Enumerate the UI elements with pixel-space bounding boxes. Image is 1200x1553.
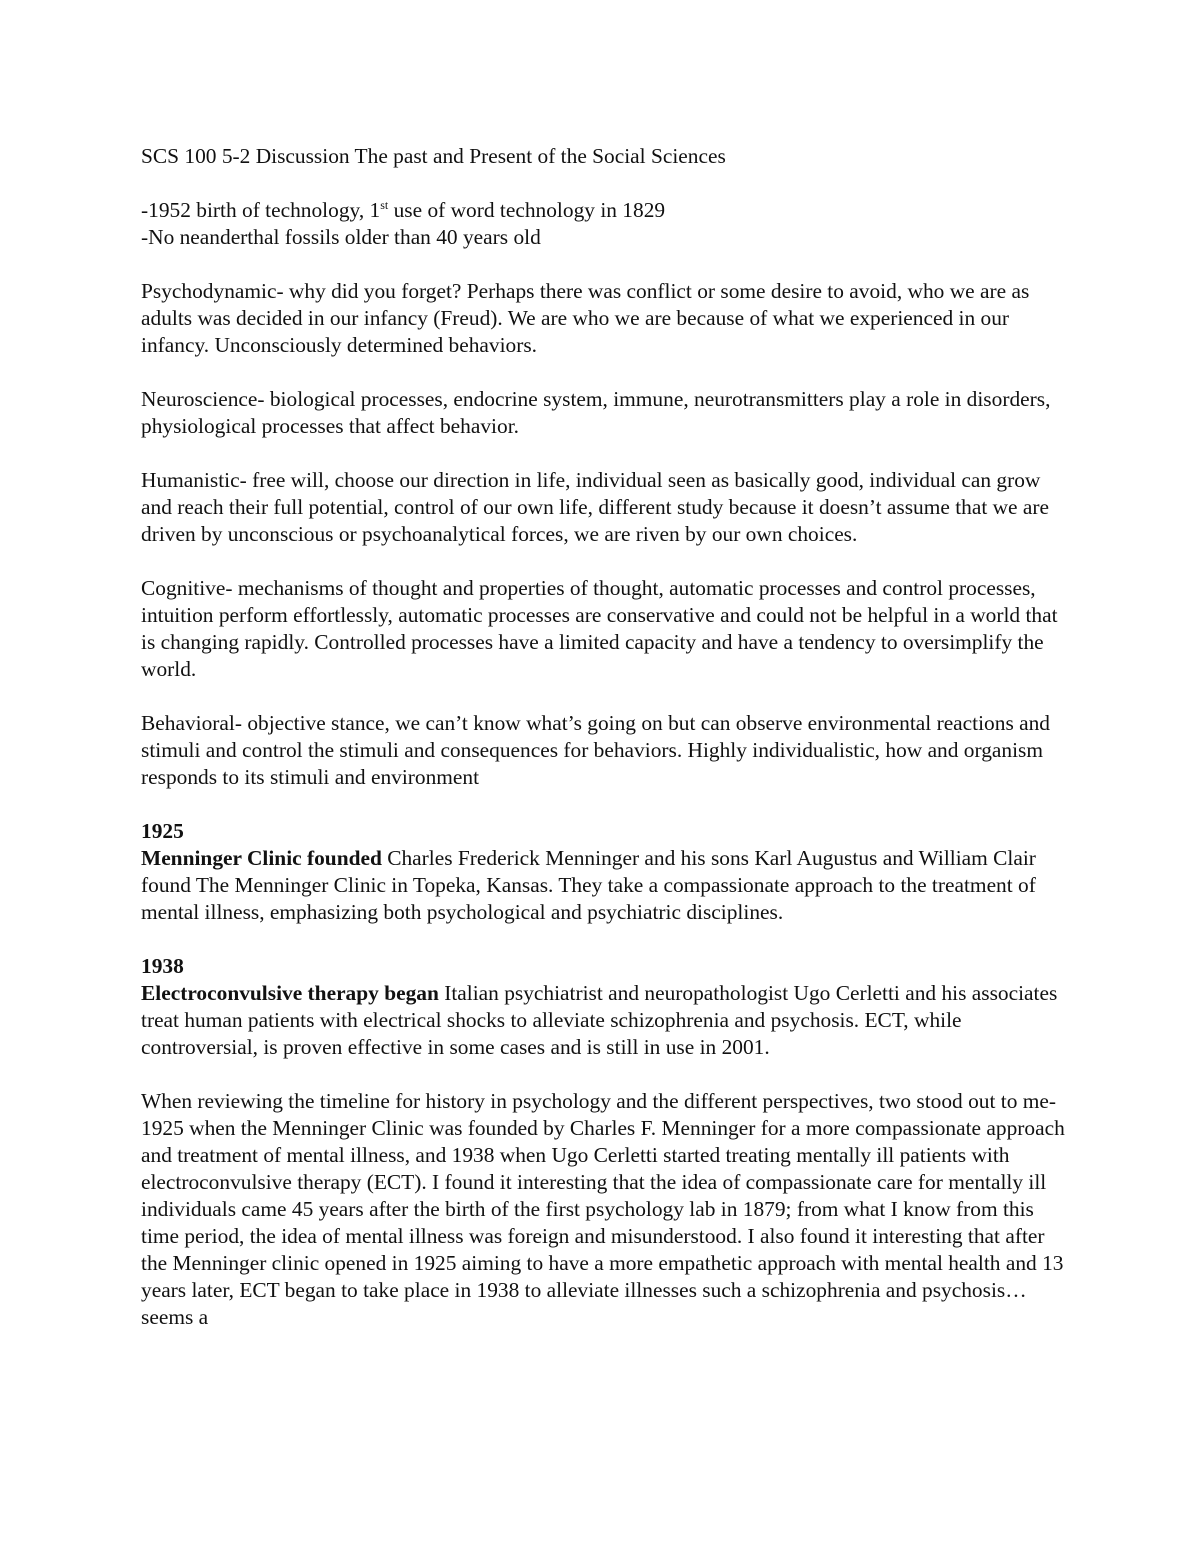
- paragraph-neuroscience: Neuroscience- biological processes, endocrine system, immune, neurotransmitters play a role in disorders, physiological processes that affect behavior.: [141, 387, 1051, 438]
- document-page: [141, 143, 1066, 1358]
- paragraph-psychodynamic: Psychodynamic- why did you forget? Perhaps there was conflict or some desire to avoid, who we are as adults was decided in our infancy (Freud). We are who we are because of what we experienced in our infancy. Unconsciously determined behaviors.: [141, 279, 1030, 357]
- note-technology-text-a: -1952 birth of technology, 1: [141, 198, 381, 222]
- paragraph-humanistic: Humanistic- free will, choose our direction in life, individual seen as basically good, individual can grow and reach their full potential, control of our own life, different study because it doesn’t assume that we are driven by unconscious or psychoanalytical forces, we are riven by our own choices.: [141, 468, 1050, 546]
- paragraph-discussion: When reviewing the timeline for history in psychology and the different perspectives, two stood out to me- 1925 when the Menninger Clinic was founded by Charles F. Menninger for a more compassionate approach and treatment of mental illness, and 1938 when Ugo Cerletti started treating mentally ill patients with electroconvulsive therapy (ECT). I found it interesting that the idea of compassionate care for mentally ill individuals came 45 years after the birth of the first psychology lab in 1879; from what I know from this time period, the idea of mental illness was foreign and misunderstood. I also found it interesting that after the Menninger clinic opened in 1925 aiming to have a more empathetic approach with mental health and 13 years later, ECT began to take place in 1938 to alleviate illnesses such a schizophrenia and psychosis… seems a: [141, 1089, 1065, 1329]
- timeline-event-title: Electroconvulsive therapy began: [141, 981, 439, 1005]
- note-technology: [141, 197, 1066, 224]
- timeline-year-1925: 1925: [141, 819, 184, 843]
- paragraph-behavioral: Behavioral- objective stance, we can’t know what’s going on but can observe environmental reactions and stimuli and control the stimuli and consequences for behaviors. Highly individualistic, how and organism responds to its stimuli and environment: [141, 711, 1051, 789]
- note-technology-superscript: st: [380, 198, 389, 212]
- note-technology-text-b: use of word technology in 1829: [388, 198, 666, 222]
- timeline-event-description: Charles Frederick Menninger and his sons Karl Augustus and William Clair found The Menninger Clinic in Topeka, Kansas. They take a compassionate approach to the treatment of mental illness, emphasizing both psychological and psychiatric disciplines.: [141, 846, 1036, 924]
- timeline-event-title: Menninger Clinic founded: [141, 846, 382, 870]
- timeline-event-description: Italian psychiatrist and neuropathologist Ugo Cerletti and his associates treat human patients with electrical shocks to alleviate schizophrenia and psychosis. ECT, while controversial, is proven effective in some cases and is still in use in 2001.: [141, 981, 1058, 1059]
- note-neanderthal: -No neanderthal fossils older than 40 years old: [141, 225, 541, 249]
- timeline-year-1938: 1938: [141, 954, 184, 978]
- timeline-entry-1925: [141, 845, 1066, 926]
- paragraph-cognitive: Cognitive- mechanisms of thought and properties of thought, automatic processes and control processes, intuition perform effortlessly, automatic processes are conservative and could not be helpful in a world that is changing rapidly. Controlled processes have a limited capacity and have a tendency to oversimplify the world.: [141, 576, 1058, 681]
- document-title: SCS 100 5-2 Discussion The past and Present of the Social Sciences: [141, 144, 726, 168]
- timeline-entry-1938: [141, 980, 1066, 1061]
